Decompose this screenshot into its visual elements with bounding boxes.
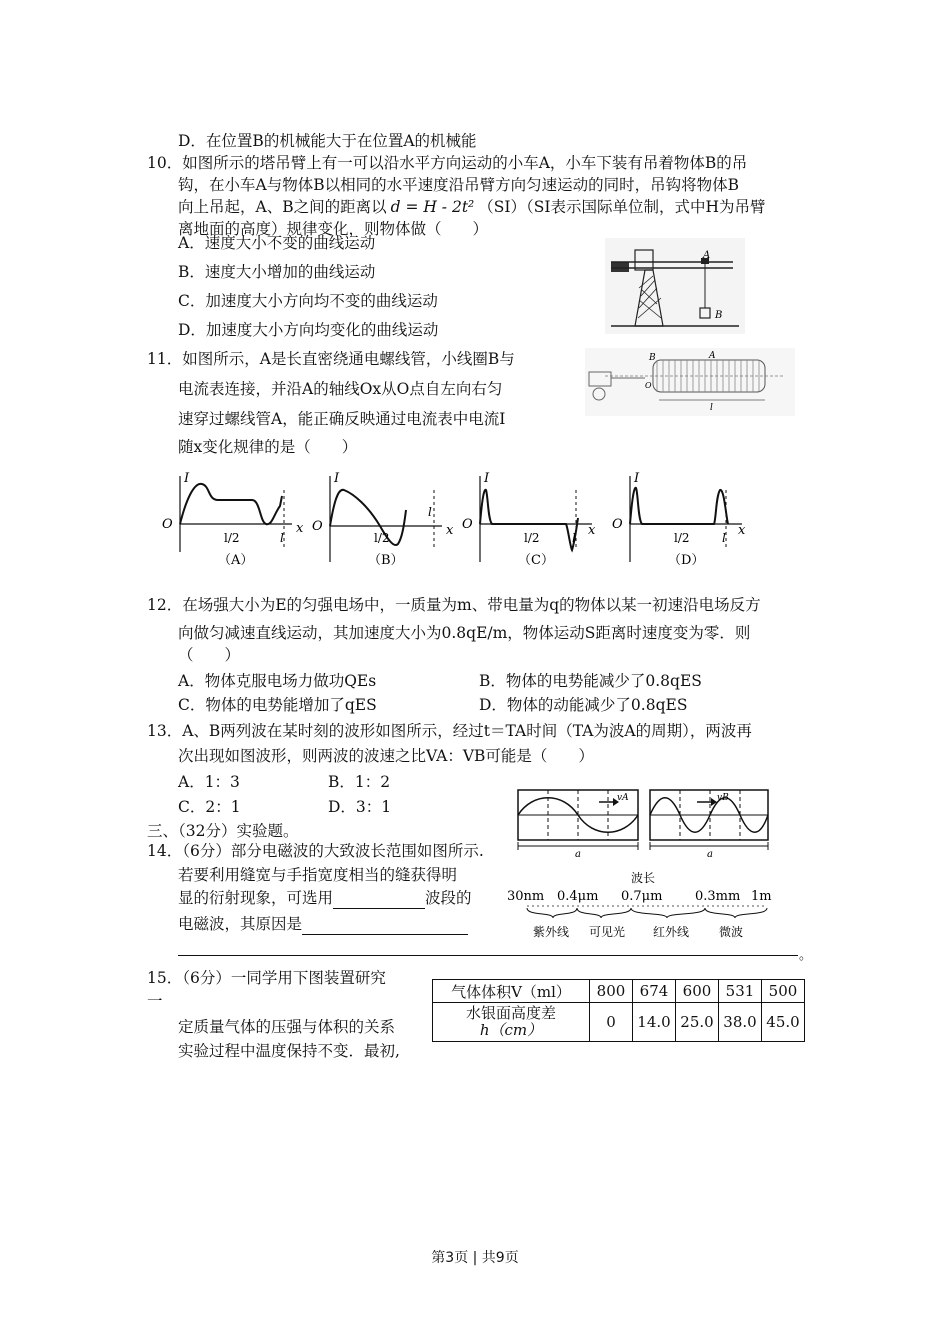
q11-line-2: 电流表连接，并沿A的轴线Ox从O点自左向右匀 [178, 380, 503, 398]
q9-option-d: D．在位置B的机械能大于在位置A的机械能 [178, 132, 477, 150]
wave-a-span-label: a [575, 849, 581, 860]
spectrum-tick-1: 0.4μm [557, 889, 599, 904]
q10-option-c: C．加速度大小方向均不变的曲线运动 [178, 292, 438, 310]
graph-d-caption: （D） [668, 553, 705, 568]
wave-b [650, 790, 768, 860]
graph-c-o-label: O [462, 517, 473, 532]
solenoid-figure [585, 348, 795, 416]
q13-option-d: D．3：1 [328, 798, 392, 816]
graph-d-half-label: l/2 [674, 531, 690, 545]
spectrum-tick-2: 0.7μm [621, 889, 663, 904]
q15-line-1: 15．（6分）一同学用下图装置研究 [147, 969, 386, 987]
q14-line-3-tail: 波段的 [425, 889, 472, 907]
q10-formula: d = H - 2t² [390, 198, 475, 216]
gas-height-cell: 0 [590, 1003, 633, 1042]
spectrum-band-uv: 紫外线 [533, 925, 570, 939]
q10-line-3 [178, 196, 766, 218]
spectrum-band-microwave: 微波 [719, 925, 744, 939]
q10-option-b: B．速度大小增加的曲线运动 [178, 263, 376, 281]
q11-line-3: 速穿过螺线管A，能正确反映通过电流表中电流I [178, 410, 506, 428]
q14-line-4 [178, 913, 468, 935]
gas-volume-cell: 674 [633, 980, 676, 1003]
gas-volume-cell: 600 [676, 980, 719, 1003]
q13-option-a: A．1：3 [178, 773, 240, 791]
wave-va-label: vA [617, 793, 629, 803]
spectrum-band-visible: 可见光 [589, 925, 626, 939]
graph-a [162, 471, 304, 568]
gas-table-header-volume: 气体体积V（ml） [433, 980, 590, 1003]
graph-a-o-label: O [162, 517, 173, 532]
solenoid-label-b: B [649, 353, 656, 363]
graph-d-l-label: l [722, 531, 726, 545]
q12-line-3: （ ） [178, 646, 241, 664]
q14-line-4-text: 电磁波，其原因是 [178, 915, 303, 933]
page-footer: 第3页 | 共9页 [431, 1250, 519, 1266]
gas-volume-cell: 800 [590, 980, 633, 1003]
q10-line-3-text: 向上吊起，A、B之间的距离以 [178, 198, 387, 216]
q14-blank-reason[interactable] [302, 918, 468, 935]
gas-height-cell: 45.0 [762, 1003, 805, 1042]
gas-table-row-height [433, 1003, 805, 1042]
q12-line-1: 12．在场强大小为E的匀强电场中，一质量为m、带电量为q的物体以某一初速沿电场反方 [147, 596, 761, 614]
wave-a [518, 790, 638, 860]
q14-line-3-text: 显的衍射现象，可选用 [178, 889, 334, 907]
q15-line-2: 一 [147, 992, 163, 1010]
crane-label-b: B [715, 310, 723, 321]
gas-height-cell: 25.0 [676, 1003, 719, 1042]
graph-a-caption: （A） [218, 553, 254, 568]
q12-option-b: B．物体的电势能减少了0.8qES [479, 672, 702, 690]
gas-data-table [432, 979, 805, 1042]
graph-b-i-label: I [334, 471, 340, 486]
q10-formula-tail: （SI）（SI表示国际单位制，式中H为吊臂 [478, 198, 766, 216]
crane-figure [605, 238, 745, 334]
gas-volume-cell: 531 [719, 980, 762, 1003]
q10-line-1: 10．如图所示的塔吊臂上有一可以沿水平方向运动的小车A，小车下装有吊着物体B的吊 [147, 154, 748, 172]
q10-line-4: 离地面的高度）规律变化，则物体做（ ） [178, 220, 489, 238]
graph-b-o-label: O [312, 519, 323, 534]
spectrum-title: 波长 [631, 871, 656, 885]
q14-line-3 [178, 887, 472, 909]
graph-d-x-label: x [738, 523, 746, 538]
graph-b-x-label: x [446, 523, 454, 538]
wave-figure [515, 786, 771, 860]
graph-c-i-label: I [484, 471, 490, 486]
graph-d [612, 471, 746, 568]
wave-b-span-label: a [707, 849, 713, 860]
spectrum-tick-0: 30nm [507, 889, 545, 904]
q14-line-1: 14．（6分）部分电磁波的大致波长范围如图所示. [147, 842, 484, 860]
em-spectrum-figure [505, 868, 781, 944]
graph-a-half-label: l/2 [224, 531, 240, 545]
spectrum-tick-4: 1m [751, 889, 772, 904]
spectrum-band-ir: 红外线 [653, 925, 690, 939]
spectrum-tick-3: 0.3mm [695, 889, 741, 904]
q14-end-mark: 。 [799, 948, 813, 963]
q13-option-c: C．2：1 [178, 798, 241, 816]
gas-table-header-height [433, 1003, 590, 1042]
graph-c [462, 471, 596, 568]
graph-c-half-label: l/2 [524, 531, 540, 545]
q10-option-d: D．加速度大小方向均变化的曲线运动 [178, 321, 439, 339]
gas-height-cell: 38.0 [719, 1003, 762, 1042]
gas-height-header-line-1: 水银面高度差 [465, 1004, 556, 1022]
current-graphs [160, 470, 780, 572]
q12-option-a: A．物体克服电场力做功QEs [178, 672, 377, 690]
wave-vb-label: vB [717, 793, 729, 803]
graph-a-i-label: I [184, 471, 190, 486]
gas-table-row-volume [433, 980, 805, 1003]
q13-option-b: B．1：2 [328, 773, 391, 791]
q15-line-3: 定质量气体的压强与体积的关系 [178, 1018, 396, 1036]
graph-b [312, 471, 454, 568]
q12-line-2: 向做匀减速直线运动，其加速度大小为0.8qE/m，物体运动S距离时速度变为零．则 [178, 624, 751, 642]
gas-volume-cell: 500 [762, 980, 805, 1003]
crane-label-a: A [703, 250, 711, 261]
graph-b-caption: （B） [368, 553, 404, 568]
q11-line-4: 随x变化规律的是（ ） [178, 438, 358, 456]
graph-c-x-label: x [588, 523, 596, 538]
graph-b-l-label: l [428, 505, 432, 519]
q15-line-4: 实验过程中温度保持不变．最初, [178, 1042, 400, 1060]
q10-option-a: A．速度大小不变的曲线运动 [178, 234, 376, 252]
q12-option-c: C．物体的电势能增加了qES [178, 696, 377, 714]
gas-height-cell: 14.0 [633, 1003, 676, 1042]
q14-blank-band[interactable] [333, 892, 425, 909]
graph-c-l-label: l [572, 531, 576, 545]
gas-height-header-line-2: h（cm） [479, 1021, 543, 1039]
q14-answer-line[interactable] [178, 954, 798, 956]
section-3-heading: 三、（32分）实验题。 [147, 822, 299, 840]
q13-line-1: 13．A、B两列波在某时刻的波形如图所示，经过t＝TA时间（TA为波A的周期），两波再 [147, 722, 752, 740]
q10-line-2: 钩，在小车A与物体B以相同的水平速度沿吊臂方向匀速运动的同时，吊钩将物体B [178, 176, 739, 194]
solenoid-label-o: O [645, 381, 652, 390]
q11-line-1: 11．如图所示，A是长直密绕通电螺线管，小线圈B与 [147, 350, 515, 368]
graph-d-i-label: I [634, 471, 640, 486]
graph-b-half-label: l/2 [374, 531, 390, 545]
graph-c-caption: （C） [518, 553, 554, 568]
solenoid-label-a: A [709, 351, 716, 361]
graph-a-l-label: l [280, 531, 284, 545]
graph-a-x-label: x [296, 521, 304, 536]
q14-line-2: 若要利用缝宽与手指宽度相当的缝获得明 [178, 866, 458, 884]
solenoid-label-l: l [710, 403, 713, 413]
graph-d-o-label: O [612, 517, 623, 532]
q13-line-2: 次出现如图波形，则两波的波速之比VA：VB可能是（ ） [178, 747, 594, 765]
q12-option-d: D．物体的动能减少了0.8qES [479, 696, 688, 714]
